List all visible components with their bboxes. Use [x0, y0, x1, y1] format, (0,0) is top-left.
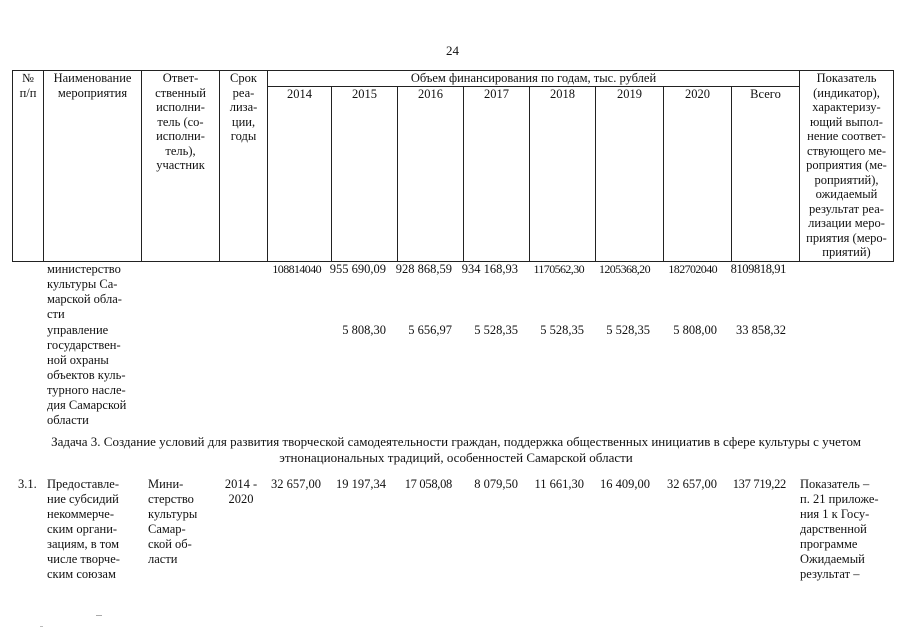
row-value: 5 808,30 [342, 323, 386, 337]
item-indicator: Показатель – п. 21 приложе- ния 1 к Госу- дарственной программе Ожидаемый результат – [800, 477, 879, 581]
header-num: № п/п [13, 71, 44, 262]
item-value: 11 661,30 [534, 477, 584, 491]
header-name: Наименование мероприятия [44, 71, 142, 262]
header-responsible: Ответ- ственный исполни- тель (со- исполни- тель), участник [142, 71, 220, 262]
row-value: 928 868,59 [395, 262, 452, 276]
header-term: Срок реа- лиза- ции, годы [220, 71, 268, 262]
item-number: 3.1. [18, 477, 37, 491]
row-value: 1170562,30 [533, 262, 584, 276]
scan-mark [40, 626, 43, 627]
row-value: 1205368,20 [598, 262, 650, 276]
item-value: 137 719,22 [732, 477, 786, 491]
header-year: 2017 [464, 86, 530, 261]
page-number: 24 [446, 43, 459, 58]
task-heading: Задача 3. Создание условий для развития творческой самодеятельности граждан, поддержка общественных инициатив в сфере культуры с учетом этнонациональных традиций, особенностей Самарской области [51, 434, 861, 465]
row-name: министерство культуры Са- марской обла- сти [47, 262, 122, 321]
row-value: 182702040 [668, 262, 717, 276]
header-year: 2015 [332, 86, 398, 261]
header-indicator: Показатель (индикатор), характеризу- ющий выпол- нение соответ- ствующего ме- роприятия (ме- роприятий), ожидаемый результат реа- лизации меро- приятия (меро- приятий) [800, 71, 894, 262]
row-value: 5 528,35 [474, 323, 518, 337]
row-value: 5 808,00 [673, 323, 717, 337]
header-year: Всего [732, 86, 800, 261]
header-year: 2016 [398, 86, 464, 261]
item-value: 16 409,00 [600, 477, 650, 491]
item-responsible: Мини- стерство культуры Самар- ской об- ласти [148, 477, 198, 566]
header-year: 2018 [530, 86, 596, 261]
row-value: 8109818,91 [730, 262, 786, 276]
item-value: 32 657,00 [667, 477, 717, 491]
row-name: управление государствен- ной охраны объектов куль- турного насле- дия Самарской области [47, 323, 127, 427]
item-value: 19 197,34 [336, 477, 386, 491]
row-value: 33 858,32 [736, 323, 786, 337]
row-value: 108814040 [272, 262, 321, 276]
header-year: 2020 [664, 86, 732, 261]
header-year: 2014 [268, 86, 332, 261]
scan-mark [96, 615, 102, 616]
item-term: 2014 - 2020 [224, 477, 258, 506]
header-table [12, 70, 894, 262]
row-value: 5 656,97 [408, 323, 452, 337]
row-value: 5 528,35 [540, 323, 584, 337]
item-value: 17 058,08 [404, 477, 452, 491]
item-name: Предоставле- ние субсидий некоммерче- ским органи- зациям, в том числе творче- ским союзам [47, 477, 120, 581]
row-value: 934 168,93 [461, 262, 518, 276]
header-funding: Объем финансирования по годам, тыс. рублей [268, 71, 800, 87]
row-value: 955 690,09 [329, 262, 386, 276]
item-value: 8 079,50 [474, 477, 518, 491]
header-year: 2019 [596, 86, 664, 261]
item-value: 32 657,00 [271, 477, 321, 491]
row-value: 5 528,35 [606, 323, 650, 337]
